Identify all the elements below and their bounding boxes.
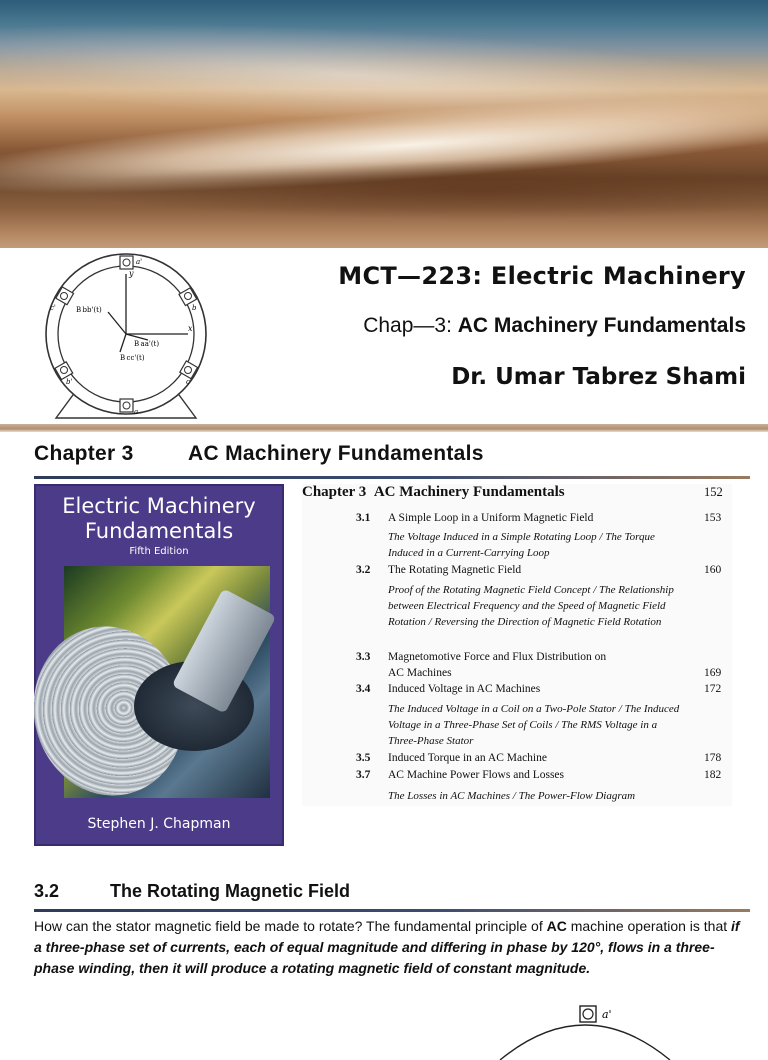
toc-num: 3.7 (356, 769, 371, 781)
chapter-heading (34, 442, 484, 466)
toc-num: 3.1 (356, 512, 371, 524)
subsection-number: 3.2 (34, 881, 60, 901)
toc-title: Induced Torque in an AC Machine (388, 752, 547, 764)
subsection-heading (34, 881, 351, 902)
banner-wave-dark (80, 160, 768, 220)
para-text-2: machine operation is that (566, 918, 732, 934)
para-text-1: How can the stator magnetic field be made to rotate? The fundamental principle of (34, 918, 547, 934)
chapter-prefix: Chap—3: (363, 314, 458, 337)
toc-page: 178 (704, 752, 722, 764)
toc-title: Magnetomotive Force and Flux Distribution on (388, 651, 607, 663)
label-a-prime: a' (136, 258, 143, 266)
bottom-stator-figure (480, 1000, 690, 1060)
label-b-prime: b' (66, 378, 73, 386)
toc-page: 153 (704, 512, 722, 524)
book-edition: Fifth Edition (129, 546, 189, 557)
axis-y-label: y (129, 269, 134, 278)
slot-a-prime (120, 256, 133, 269)
toc-page: 160 (704, 564, 722, 576)
toc-page: 169 (704, 667, 722, 679)
book-title-line2: Fundamentals (84, 519, 234, 543)
table-of-contents (302, 484, 732, 806)
toc-chapter (302, 484, 565, 501)
book-cover (34, 484, 284, 846)
toc-num: 3.5 (356, 752, 371, 764)
chapter-subtitle (363, 314, 746, 338)
book-title-line1: Electric Machinery (62, 494, 256, 518)
subsection-title: The Rotating Magnetic Field (110, 881, 351, 901)
toc-chapter-page: 152 (704, 485, 723, 499)
toc-page: 182 (704, 769, 722, 781)
para-ac: AC (546, 918, 567, 934)
book-cover-photo (64, 566, 270, 798)
author-name: Dr. Umar Tabrez Shami (451, 364, 746, 390)
chapter-number: Chapter 3 (34, 442, 134, 465)
toc-page: 172 (704, 683, 722, 695)
toc-title: A Simple Loop in a Uniform Magnetic Field (388, 512, 594, 524)
toc-num: 3.2 (356, 564, 371, 576)
chapter-heading-title: AC Machinery Fundamentals (188, 442, 484, 465)
toc-num: 3.4 (356, 683, 371, 695)
label-b-aa: B aa'(t) (134, 340, 160, 348)
course-title: MCT—223: Electric Machinery (338, 262, 746, 290)
axis-x-label: x (188, 324, 193, 333)
chapter-title: AC Machinery Fundamentals (457, 314, 746, 337)
stator-diagram (36, 252, 216, 422)
bottom-fig-label: a' (602, 1008, 612, 1021)
toc-chapter-title: AC Machinery Fundamentals (373, 484, 565, 500)
body-paragraph (34, 916, 750, 979)
toc-title-cont: AC Machines (388, 667, 452, 679)
book-author: Stephen J. Chapman (87, 816, 231, 832)
toc-sub-3-4: The Induced Voltage in a Coil on a Two-Pole Stator / The Induced Voltage in a Three-Phase Set of Coils / The RMS Voltage in a Three-Phase Stator (388, 703, 680, 747)
toc-chapter-number: Chapter 3 (302, 484, 367, 500)
toc-sub-3-1: The Voltage Induced in a Simple Rotating Loop / The Torque Induced in a Current-Carrying Loop (388, 531, 655, 559)
toc-title: Induced Voltage in AC Machines (388, 683, 541, 695)
label-b-bb: B bb'(t) (76, 306, 102, 314)
label-a: a (134, 408, 139, 416)
toc-title: AC Machine Power Flows and Losses (388, 769, 564, 781)
toc-sub-3-2: Proof of the Rotating Magnetic Field Concept / The Relationship between Electrical Frequency and the Speed of Magnetic Field Rotation / Reversing the Direction of Magnetic Field Rotation (388, 584, 674, 628)
para-bold-statement: if a three-phase set of currents, each of equal magnitude and differing in phase by 120°, flows in a three-phase winding, then it will produce a rotating magnetic field of constant magnitude. (34, 918, 740, 976)
label-b: b (192, 304, 197, 312)
toc-title: The Rotating Magnetic Field (388, 564, 522, 576)
header-banner (0, 0, 768, 248)
toc-num: 3.3 (356, 651, 371, 663)
slot-a (120, 399, 133, 412)
chapter-heading-rule (34, 476, 750, 479)
label-c-prime-left: c' (50, 304, 56, 312)
subsection-rule (34, 909, 750, 912)
header-separator (0, 424, 768, 432)
label-c-prime-right: c' (186, 378, 192, 386)
toc-sub-3-7: The Losses in AC Machines / The Power-Flow Diagram (388, 790, 636, 802)
label-b-cc: B cc'(t) (120, 354, 145, 362)
